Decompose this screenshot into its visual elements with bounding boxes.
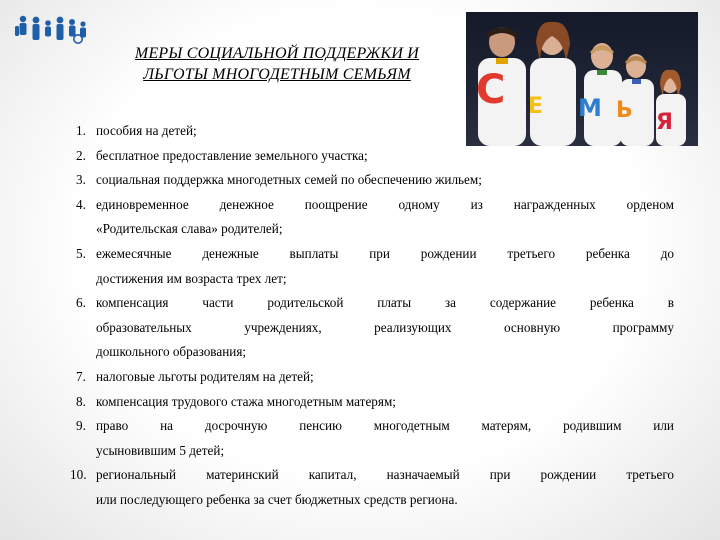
list-item-text: ежемесячные денежные выплаты при рождении третьего ребенка до — [96, 245, 674, 261]
list-item-number: 5. — [76, 245, 86, 261]
list-item-text: право на досрочную пенсию многодетным матерям, родившим или — [96, 418, 674, 434]
list-item-text: усыновившим 5 детей; — [96, 442, 225, 458]
list-item — [70, 168, 674, 193]
list-item-text: бесплатное предоставление земельного участка; — [96, 147, 368, 163]
word-letter: С — [476, 67, 506, 113]
word-letter: М — [578, 94, 602, 122]
list-item — [70, 291, 674, 365]
list-item-number: 6. — [76, 295, 86, 311]
benefits-list — [70, 119, 674, 513]
list-item-number: 3. — [76, 172, 86, 188]
list-item-text: компенсация части родительской платы за содержание ребенка в — [96, 295, 674, 311]
list-item-number: 2. — [76, 147, 86, 163]
list-item — [70, 144, 674, 169]
list-item-text: региональный материнский капитал, назначаемый при рождении третьего — [96, 467, 674, 483]
list-item-text: образовательных учреждениях, реализующих основную программу — [96, 319, 674, 335]
list-item-text: пособия на детей; — [96, 123, 197, 138]
list-item-text: единовременное денежное поощрение одному из награжденных орденом — [96, 196, 674, 212]
page-title — [86, 43, 468, 85]
list-item-text: социальная поддержка многодетных семей по обеспечению жильем; — [96, 172, 482, 188]
title-line-2: ЛЬГОТЫ МНОГОДЕТНЫМ СЕМЬЯМ — [143, 66, 411, 83]
list-item-text: или последующего ребенка за счет бюджетных средств региона. — [96, 491, 458, 507]
list-item — [70, 365, 674, 390]
list-item-number: 1. — [76, 123, 86, 138]
list-item-number: 9. — [76, 418, 86, 434]
word-letter: Е — [528, 94, 544, 119]
list-item-number: 4. — [76, 196, 86, 212]
word-letter: Я — [656, 110, 673, 135]
list-item — [70, 463, 674, 512]
list-item — [70, 242, 674, 291]
list-item — [70, 119, 674, 144]
list-item-text: «Родительская слава» родителей; — [96, 221, 283, 237]
list-item-text: компенсация трудового стажа многодетным матерям; — [96, 393, 396, 409]
word-letter: Ь — [616, 98, 633, 123]
list-item — [70, 414, 674, 463]
list-item-number: 7. — [76, 368, 86, 384]
list-item-number: 10. — [70, 467, 87, 483]
list-item-text: дошкольного образования; — [96, 344, 247, 360]
list-item-text: достижения им возраста трех лет; — [96, 270, 287, 286]
list-item — [70, 390, 674, 415]
list-item-number: 8. — [76, 393, 86, 409]
list-item-text: налоговые льготы родителям на детей; — [96, 368, 314, 384]
list-item — [70, 193, 674, 242]
family-group-icon — [14, 14, 90, 44]
title-line-1: МЕРЫ СОЦИАЛЬНОЙ ПОДДЕРЖКИ И — [134, 45, 420, 62]
